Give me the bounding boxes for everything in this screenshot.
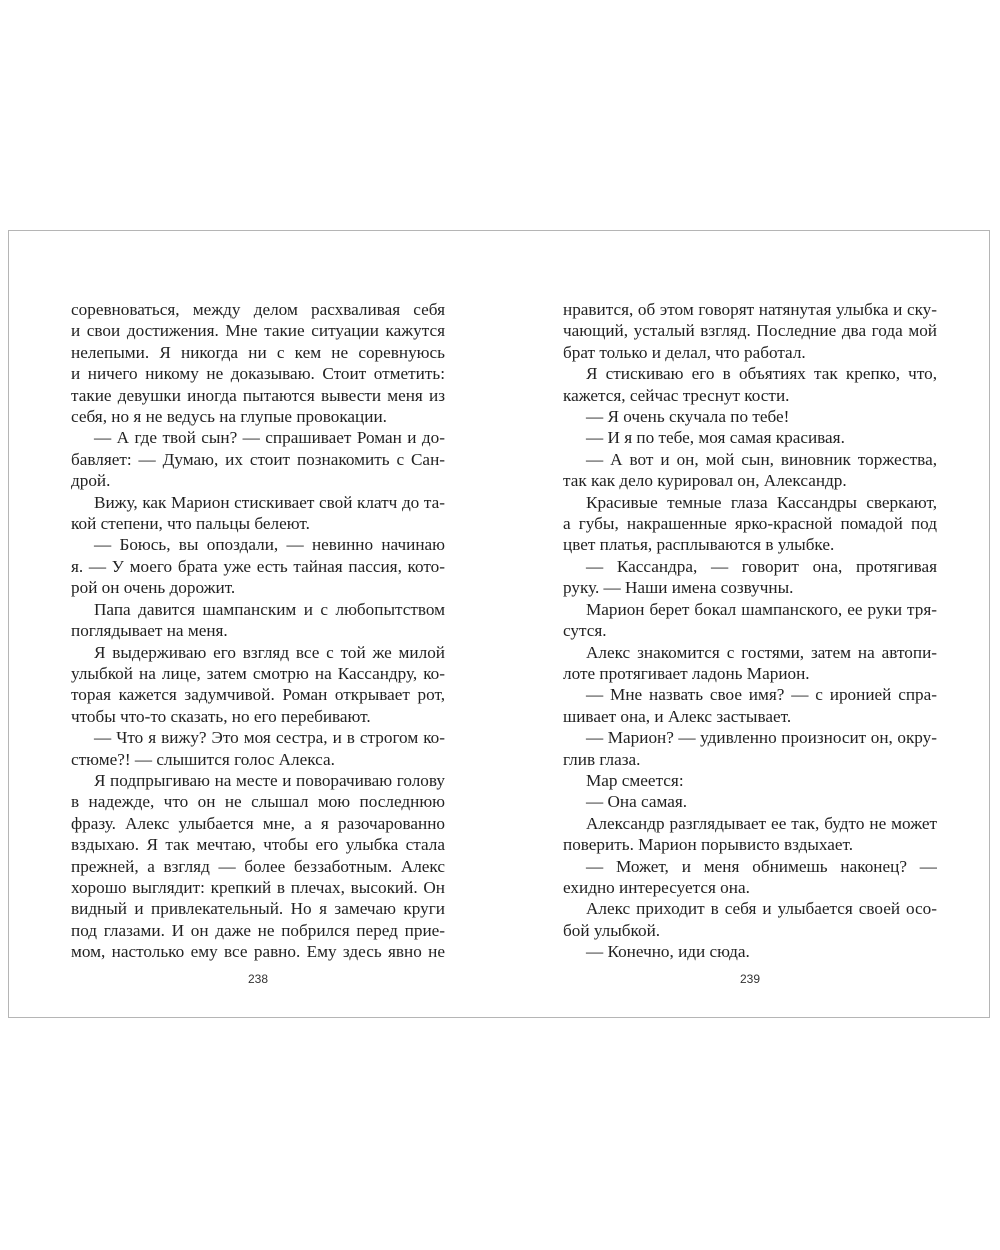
text-line: Я выдерживаю его взгляд все с той же милой <box>94 642 445 662</box>
left-page-text <box>71 299 445 963</box>
text-line: стюме?! — слышится голос Алекса. <box>71 749 335 769</box>
text-line: фразу. Алекс улыбается мне, а я разочарованно <box>71 813 445 833</box>
text-line: себя, но я не ведусь на глупые провокации. <box>71 407 387 427</box>
text-line: глив глаза. <box>563 749 641 769</box>
text-line: бой улыбкой. <box>563 920 661 940</box>
text-line: лоте протягивает ладонь Марион. <box>563 663 810 683</box>
text-line: а губы, накрашенные ярко-красной помадой под <box>563 514 937 534</box>
right-page-number: 239 <box>739 972 761 986</box>
text-line: сутся. <box>563 621 607 641</box>
text-line: кой степени, что пальцы белеют. <box>71 514 310 534</box>
text-line: — Конечно, иди сюда. <box>586 942 750 962</box>
text-line: — Боюсь, вы опоздали, — невинно начинаю <box>94 535 445 555</box>
text-line: цвет платья, расплываются в улыбке. <box>563 535 835 555</box>
text-line: поглядывает на меня. <box>71 621 228 641</box>
text-line: соревноваться, между делом расхваливая себя <box>71 300 445 319</box>
text-line: нравится, об этом говорят натянутая улыбка и ску- <box>563 300 937 319</box>
text-line: Алекс приходит в себя и улыбается своей осо- <box>586 899 937 919</box>
text-line: — Может, и меня обнимешь наконец? — <box>586 856 937 876</box>
text-line: поверить. Марион порывисто вздыхает. <box>563 835 854 855</box>
text-line: шивает она, и Алекс застывает. <box>563 706 792 726</box>
text-line: чающий, усталый взгляд. Последние два года мой <box>563 321 937 341</box>
text-line: Красивые темные глаза Кассандры сверкают, <box>586 492 937 512</box>
text-line: Папа давится шампанским и с любопытством <box>94 599 445 619</box>
text-line: хорошо выглядит: крепкий в плечах, высокий. Он <box>71 877 445 897</box>
text-line: Я подпрыгиваю на месте и поворачиваю голову <box>94 770 445 790</box>
text-line: мом, настолько ему все равно. Ему здесь явно не <box>71 942 445 962</box>
text-line: Александр разглядывает ее так, будто не может <box>586 813 937 833</box>
text-line: улыбкой на лице, затем смотрю на Кассандру, ко- <box>71 663 445 683</box>
text-line: — Кассандра, — говорит она, протягивая <box>586 556 937 576</box>
text-line: в надежде, что он не слышал мою последнюю <box>71 792 445 812</box>
text-line: — Она самая. <box>586 792 688 812</box>
text-line: ехидно интересуется она. <box>563 877 750 897</box>
text-line: такие девушки иногда пытаются вывести меня из <box>71 385 445 405</box>
text-line: и свои достижения. Мне такие ситуации кажутся <box>71 321 445 341</box>
text-line: — Что я вижу? Это моя сестра, и в строгом ко- <box>94 728 445 748</box>
text-line: — А вот и он, мой сын, виновник торжества, <box>586 449 937 469</box>
book-spread <box>8 230 990 1018</box>
text-line: дрой. <box>71 471 111 491</box>
text-line: торая кажется задумчивой. Роман открывает рот, <box>71 685 445 705</box>
text-line: брат только и делал, что работал. <box>563 342 806 362</box>
text-line: нелепыми. Я никогда ни с кем не соревнуюсь <box>71 342 445 362</box>
text-line: вздыхаю. Я так мечтаю, чтобы его улыбка стала <box>71 835 445 855</box>
text-line: так как дело курировал он, Александр. <box>563 471 847 491</box>
text-line: Мар смеется: <box>586 770 684 790</box>
text-line: бавляет: — Думаю, их стоит познакомить с Сан- <box>71 449 445 469</box>
text-line: — И я по тебе, моя самая красивая. <box>586 428 845 448</box>
text-line: Я стискиваю его в объятиях так крепко, что, <box>586 364 937 384</box>
left-page-number: 238 <box>247 972 269 986</box>
text-line: рой он очень дорожит. <box>71 578 236 598</box>
text-line: Алекс знакомится с гостями, затем на автопи- <box>586 642 937 662</box>
text-line: руку. — Наши имена созвучны. <box>563 578 794 598</box>
text-line: под глазами. И он даже не побрился перед прие- <box>71 920 445 940</box>
text-line: — Марион? — удивленно произносит он, окру- <box>586 728 937 748</box>
text-line: прежней, а взгляд — более беззаботным. Алекс <box>71 856 445 876</box>
text-line: — Мне назвать свое имя? — с иронией спра- <box>586 685 937 705</box>
text-line: чтобы что-то сказать, но его перебивают. <box>71 706 371 726</box>
text-line: и ничего никому не доказываю. Стоит отметить: <box>71 364 445 384</box>
text-line: кажется, сейчас треснут кости. <box>563 385 790 405</box>
text-line: — Я очень скучала по тебе! <box>586 407 790 427</box>
text-line: Марион берет бокал шампанского, ее руки тря- <box>586 599 937 619</box>
right-page-text <box>563 299 937 963</box>
text-line: я. — У моего брата уже есть тайная пассия, кото- <box>71 556 445 576</box>
text-line: видный и привлекательный. Но я замечаю круги <box>71 899 445 919</box>
text-line: Вижу, как Марион стискивает свой клатч до та- <box>94 492 445 512</box>
text-line: — А где твой сын? — спрашивает Роман и до- <box>94 428 445 448</box>
